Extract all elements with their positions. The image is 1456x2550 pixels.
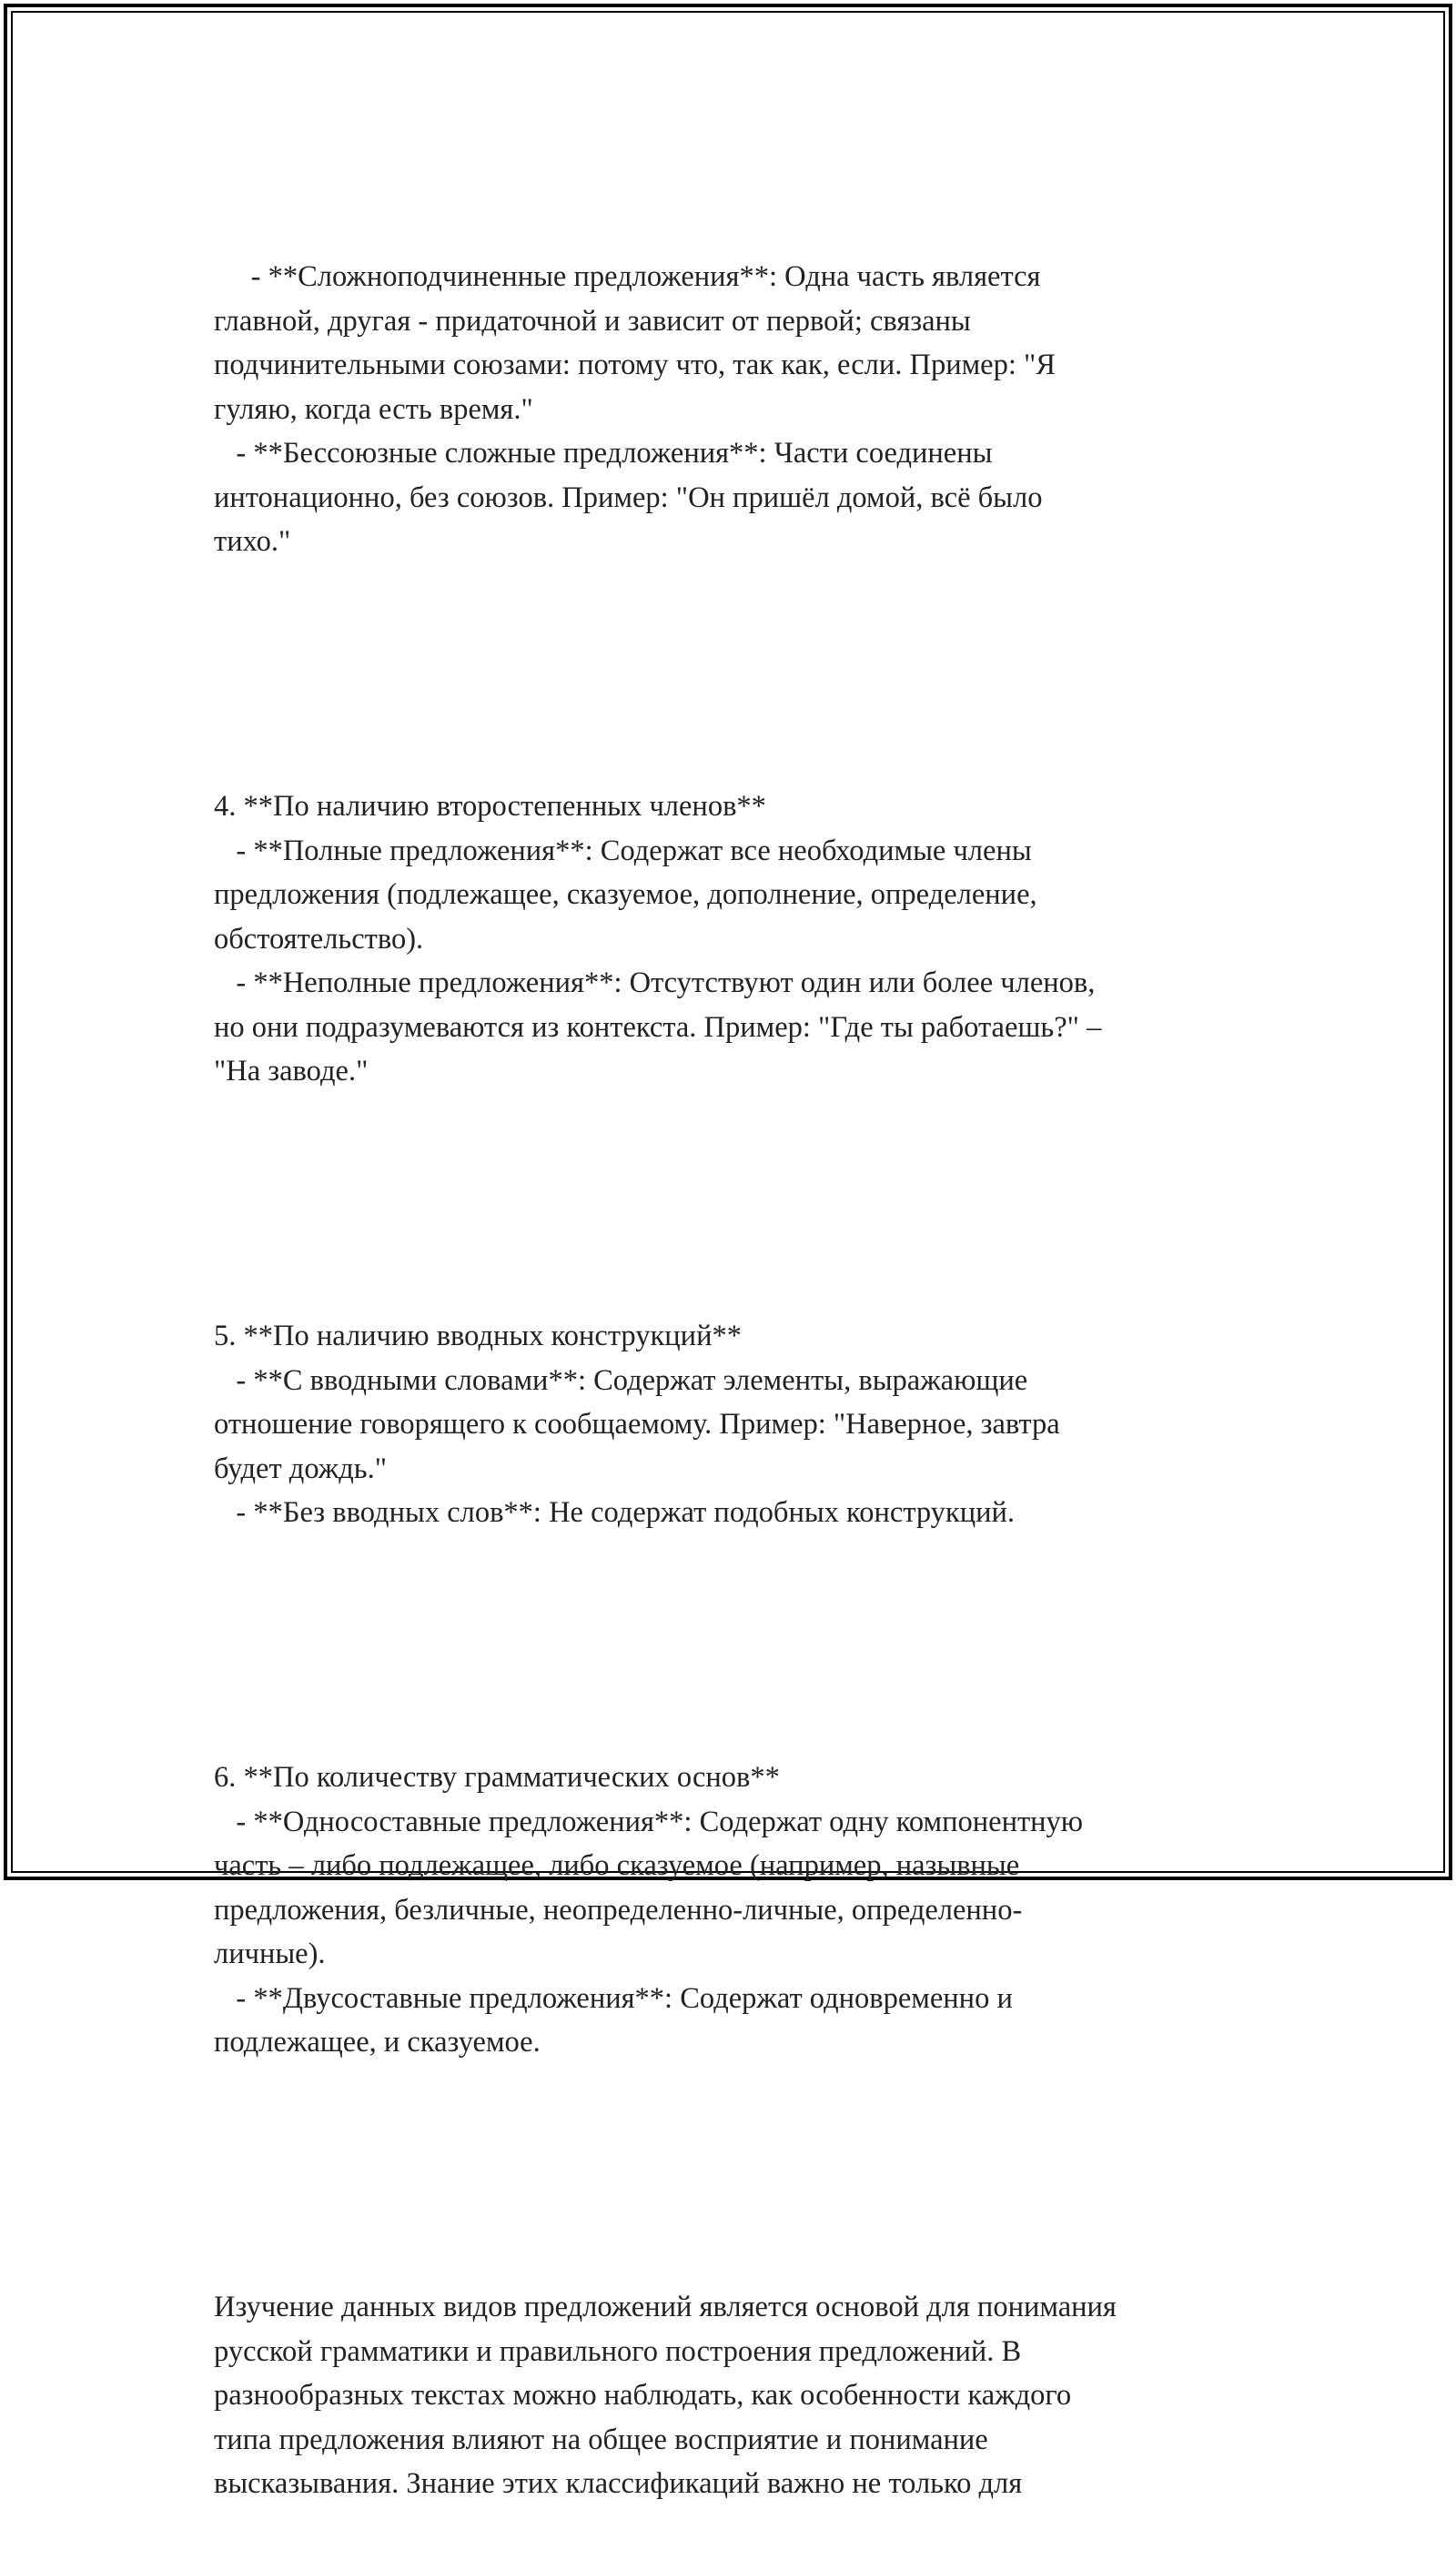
paragraph-secondary-members: 4. **По наличию второстепенных членов** - **Полные предложения**: Содержат все необходимые члены предложения (подлежащее, сказуемое, дополнение, определение, обстоятельство). - **Неполные предложения**: Отсутствуют один или более членов, но они подразумеваются из контекста. Пример: "Где ты работаешь?" – "На заводе." [214,790,1102,1088]
paragraph-grammatical-bases: 6. **По количеству грамматических основ** - **Односоставные предложения**: Содержат одну компонентную часть – либо подлежащее, либо сказуемое (например, назывные предложения, безличные, неопределенно-личные, определенно- личные). - **Двусоставные предложения**: Содержат одновременно и подлежащее, и сказуемое. [214,1761,1084,2059]
paragraph-conclusion: Изучение данных видов предложений является основой для понимания русской грамматики и правильного построения предложений. В разнообразных текстах можно наблюдать, как особенности каждого типа предложения влияют на общее восприятие и понимание высказывания. Знание этих классификаций важно не только для [214,2291,1117,2500]
document-body [214,167,1288,2550]
paragraph-introductory-constructions: 5. **По наличию вводных конструкций** - **С вводными словами**: Содержат элементы, выражающие отношение говорящего к сообщаемому. Пример: "Наверное, завтра будет дождь." - **Без вводных слов**: Не содержат подобных конструкций. [214,1320,1060,1529]
paragraph-complex-sentences: - **Сложноподчиненные предложения**: Одна часть является главной, другая - придаточной и зависит от первой; связаны подчинительными союзами: потому что, так как, если. Пример: "Я гуляю, когда есть время." - **Бессоюзные сложные предложения**: Части соединены интонационно, без союзов. Пример: "Он пришёл домой, всё было тихо." [214,260,1056,558]
paragraph-gap [214,1624,1288,1668]
paragraph-gap [214,2153,1288,2198]
paragraph-gap [214,653,1288,697]
paragraph-gap [214,1182,1288,1227]
